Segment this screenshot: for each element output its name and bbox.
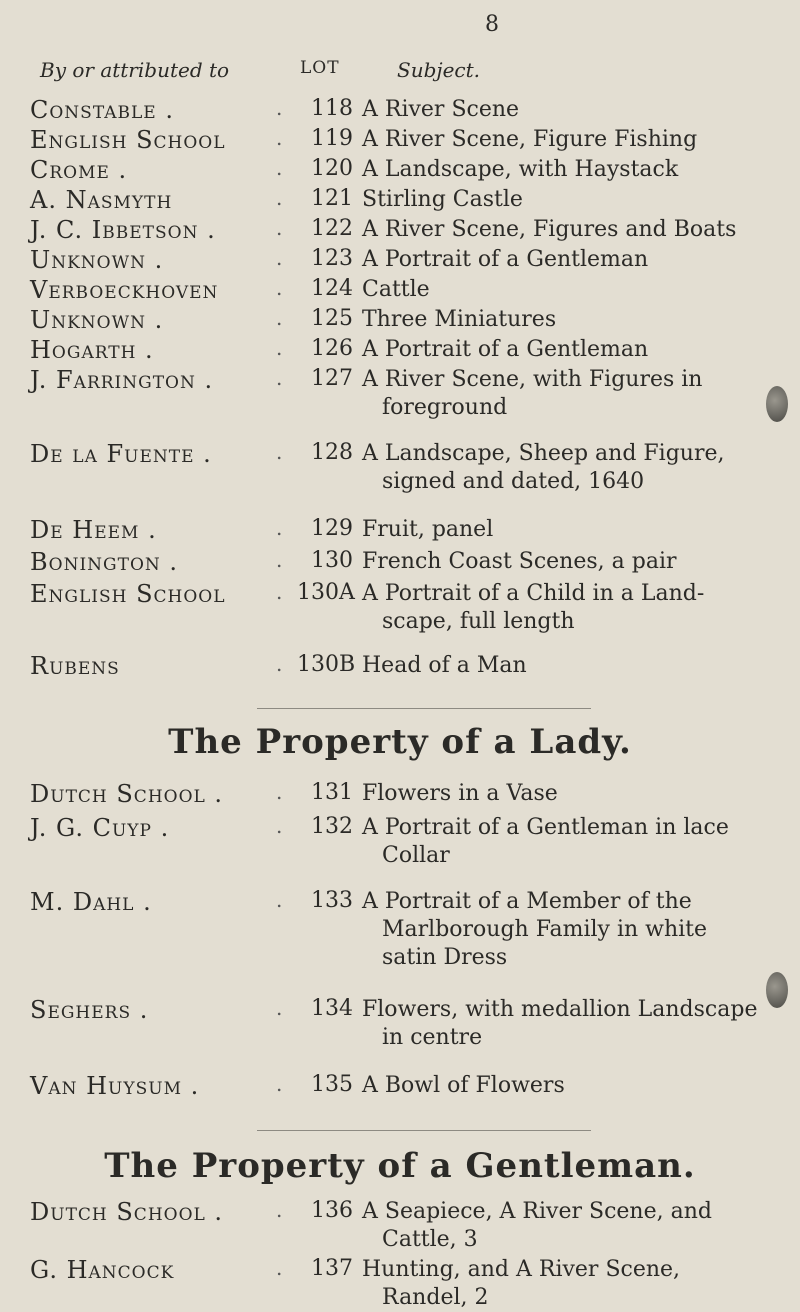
lot-subject: A Seapiece, A River Scene, and Cattle, 3: [362, 1199, 712, 1252]
lot-number: 121: [311, 186, 353, 211]
artist-name: Crome .: [30, 156, 128, 184]
artist-name: M. Dahl .: [30, 888, 152, 916]
lot-number: 119: [311, 126, 353, 151]
artist-name: Dutch School .: [30, 780, 224, 808]
lot-subject: A Portrait of a Child in a Land- scape, full length: [362, 581, 705, 634]
lot-subject: A Landscape, Sheep and Figure, signed and dated, 1640: [362, 441, 725, 494]
artist-name: A. Nasmyth: [30, 186, 173, 214]
artist-name: Verboeckhoven: [30, 276, 219, 304]
artist-name: Seghers .: [30, 996, 149, 1024]
lot-subject: Cattle: [362, 277, 430, 302]
lot-number: 120: [311, 156, 353, 181]
section-divider: [257, 708, 591, 709]
binding-hole-mark: [766, 386, 788, 422]
lot-subject: A River Scene, Figures and Boats: [362, 217, 737, 242]
artist-name: English School: [30, 580, 226, 608]
page-number: 8: [485, 12, 499, 37]
artist-name: Hogarth .: [30, 336, 154, 364]
lot-number: 134: [311, 996, 353, 1021]
lot-subject: Stirling Castle: [362, 187, 523, 212]
artist-name: De Heem .: [30, 516, 157, 544]
lot-number: 122: [311, 216, 353, 241]
column-header-subject: Subject.: [397, 58, 481, 82]
lot-subject: Flowers in a Vase: [362, 781, 558, 806]
artist-name: Bonington .: [30, 548, 179, 576]
lot-number: 136: [311, 1198, 353, 1223]
artist-name: De la Fuente .: [30, 440, 212, 468]
artist-name: Dutch School .: [30, 1198, 224, 1226]
lot-number: 130A: [297, 580, 355, 605]
lot-number: 131: [311, 780, 353, 805]
column-header-lot: LOT: [300, 58, 340, 78]
lot-subject: A River Scene, with Figures in foreground: [362, 367, 703, 420]
lot-number: 125: [311, 306, 353, 331]
artist-name: Constable .: [30, 96, 174, 124]
lot-subject: A Bowl of Flowers: [362, 1073, 565, 1098]
lot-number: 129: [311, 516, 353, 541]
column-header-artist: By or attributed to: [40, 58, 230, 82]
lot-subject: A Portrait of a Gentleman: [362, 247, 649, 272]
lot-number: 135: [311, 1072, 353, 1097]
lot-number: 137: [311, 1256, 353, 1281]
artist-name: English School: [30, 126, 226, 154]
lot-subject: A Portrait of a Gentleman in lace Collar: [362, 815, 729, 868]
lot-subject: A River Scene, Figure Fishing: [362, 127, 698, 152]
lot-subject: Fruit, panel: [362, 517, 494, 542]
lot-number: 123: [311, 246, 353, 271]
lot-number: 126: [311, 336, 353, 361]
lot-number: 133: [311, 888, 353, 913]
lot-number: 124: [311, 276, 353, 301]
lot-number: 127: [311, 366, 353, 391]
artist-name: G. Hancock: [30, 1256, 175, 1284]
lot-subject: Hunting, and A River Scene, Randel, 2: [362, 1257, 681, 1310]
binding-hole-mark: [766, 972, 788, 1008]
artist-name: J. Farrington .: [30, 366, 214, 394]
section-divider: [257, 1130, 591, 1131]
artist-name: J. G. Cuyp .: [30, 814, 170, 842]
section-title-lady: The Property of a Lady.: [168, 722, 632, 762]
section-title-gentleman: The Property of a Gentleman.: [104, 1146, 696, 1186]
artist-name: J. C. Ibbetson .: [30, 216, 216, 244]
lot-subject: French Coast Scenes, a pair: [362, 549, 677, 574]
lot-subject: Head of a Man: [362, 653, 527, 678]
lot-subject: Three Miniatures: [362, 307, 557, 332]
lot-subject: A Landscape, with Haystack: [362, 157, 679, 182]
lot-number: 128: [311, 440, 353, 465]
lot-subject: Flowers, with medallion Landscape in centre: [362, 997, 758, 1050]
artist-name: Unknown .: [30, 246, 164, 274]
lot-subject: A River Scene: [362, 97, 520, 122]
lot-number: 132: [311, 814, 353, 839]
lot-number: 118: [311, 96, 353, 121]
artist-name: Rubens: [30, 652, 120, 680]
lot-number: 130: [311, 548, 353, 573]
lot-subject: A Portrait of a Member of the Marlborough Family in white satin Dress: [362, 889, 708, 970]
lot-subject: A Portrait of a Gentleman: [362, 337, 649, 362]
artist-name: Van Huysum .: [30, 1072, 200, 1100]
artist-name: Unknown .: [30, 306, 164, 334]
lot-number: 130B: [297, 652, 356, 677]
